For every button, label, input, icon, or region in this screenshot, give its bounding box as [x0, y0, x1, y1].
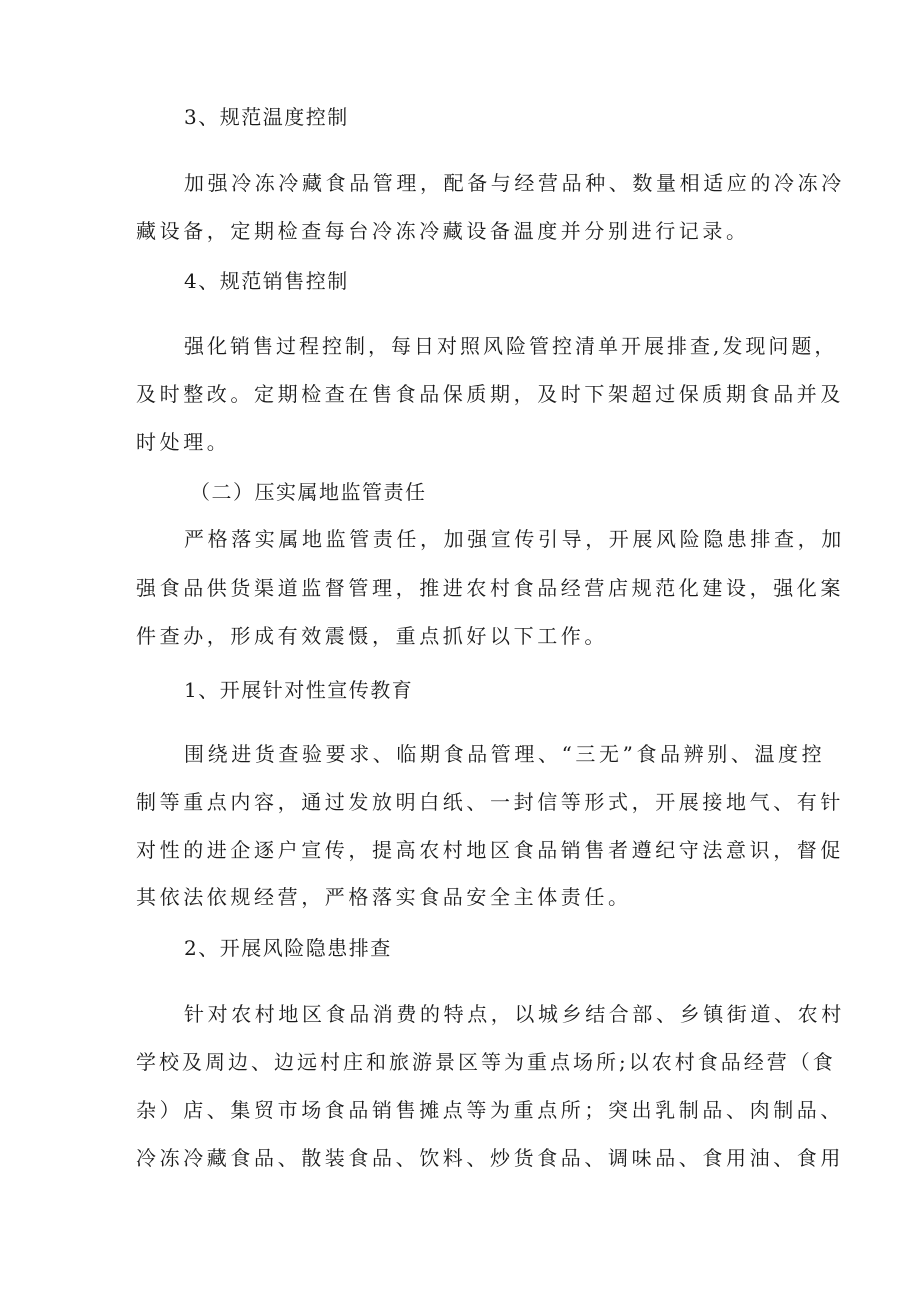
paragraph-line: 针对农村地区食品消费的特点，以城乡结合部、乡镇街道、农村: [184, 1002, 845, 1026]
paragraph-line: 加强冷冻冷藏食品管理，配备与经营品种、数量相适应的冷冻冷: [184, 171, 845, 195]
paragraph-line: 严格落实属地监管责任，加强宣传引导，开展风险隐患排查，加: [184, 527, 845, 551]
paragraph-line: 对性的进企逐户宣传，提高农村地区食品销售者遵纪守法意识，督促: [136, 838, 844, 862]
paragraph-line: 及时整改。定期检查在售食品保质期，及时下架超过保质期食品并及: [136, 382, 844, 406]
paragraph-line: 学校及周边、边远村庄和旅游景区等为重点场所;以农村食品经营（食: [136, 1050, 836, 1074]
paragraph-line: 杂）店、集贸市场食品销售摊点等为重点所；突出乳制品、肉制品、: [136, 1098, 844, 1122]
paragraph-line: 围绕进货查验要求、临期食品管理、“三无”食品辨别、温度控: [184, 742, 826, 766]
paragraph-line: 时处理。: [136, 430, 231, 454]
paragraph-line: 件查办，形成有效震慑，重点抓好以下工作。: [136, 624, 608, 648]
paragraph-line: 冷冻冷藏食品、散装食品、饮料、炒货食品、调味品、食用油、食用: [136, 1146, 844, 1170]
heading-risk-investigation: 2、开展风险隐患排查: [184, 936, 392, 960]
heading-targeted-education: 1、开展针对性宣传教育: [184, 678, 414, 702]
paragraph-line: 其依法依规经营，严格落实食品安全主体责任。: [136, 885, 632, 909]
paragraph-line: 制等重点内容，通过发放明白纸、一封信等形式，开展接地气、有针: [136, 790, 844, 814]
paragraph-line: 强食品供货渠道监督管理，推进农村食品经营店规范化建设，强化案: [136, 576, 844, 600]
section-heading-territorial-supervision: （二）压实属地监管责任: [190, 480, 427, 504]
heading-temperature-control: 3、规范温度控制: [184, 105, 349, 129]
paragraph-line: 藏设备，定期检查每台冷冻冷藏设备温度并分别进行记录。: [136, 219, 750, 243]
paragraph-line: 强化销售过程控制，每日对照风险管控清单开展排查,发现问题，: [184, 334, 838, 358]
heading-sales-control: 4、规范销售控制: [184, 269, 349, 293]
